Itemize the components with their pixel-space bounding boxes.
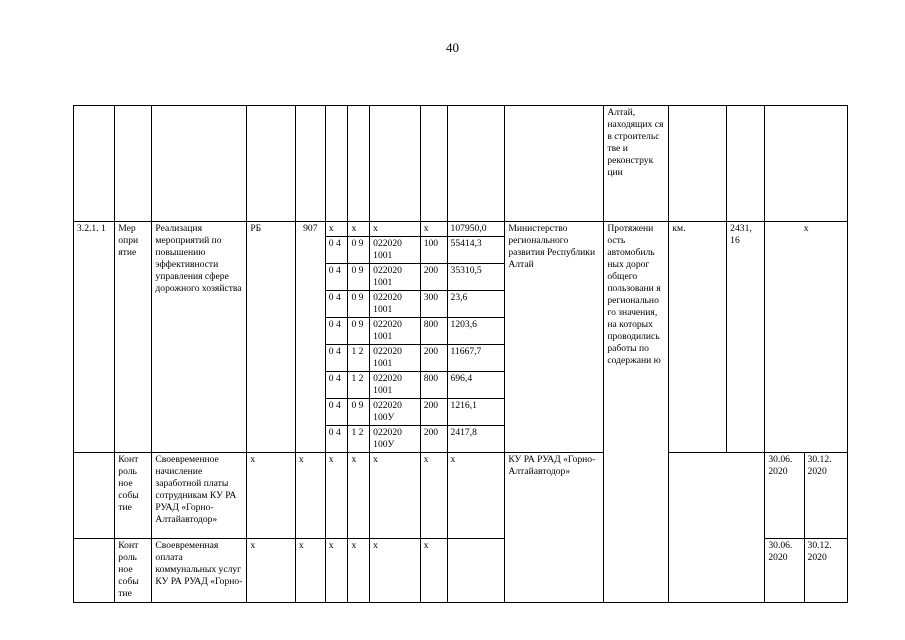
control-event-name: Своевременное начисление заработной платы сотрудникам КУ РА РУАД «Горно-Алтайавтодор» bbox=[152, 453, 247, 539]
code-vr: 800 bbox=[420, 372, 447, 399]
control-event-end: 30.12. 2020 bbox=[804, 453, 847, 539]
control-event-type: Конт роль ное собы тие bbox=[115, 453, 152, 539]
event-value: 2431, 16 bbox=[727, 222, 765, 453]
cell bbox=[727, 106, 765, 222]
cell bbox=[115, 106, 152, 222]
code-amount: 696,4 bbox=[447, 372, 505, 399]
code-amount: 1216,1 bbox=[447, 399, 505, 426]
continuation-row bbox=[74, 106, 848, 222]
event-budget: РБ bbox=[247, 222, 296, 453]
cell bbox=[295, 106, 325, 222]
control-event-amount: х bbox=[447, 453, 505, 539]
event-unit: км. bbox=[669, 222, 727, 453]
control-event-rz: х bbox=[325, 539, 348, 603]
code-pr: 1 2 bbox=[348, 345, 370, 372]
page-number: 40 bbox=[446, 40, 459, 55]
cell bbox=[74, 453, 115, 539]
control-event-name: Своевременная оплата коммунальных услуг КУ РА РУАД «Горно- bbox=[152, 539, 247, 603]
cell bbox=[247, 106, 296, 222]
code-csr: 022020 1001 bbox=[370, 264, 421, 291]
cell bbox=[447, 106, 505, 222]
cell bbox=[74, 106, 115, 222]
event-name: Реализация мероприятий по повышению эффективности управления сфере дорожного хозяйства bbox=[152, 222, 247, 453]
code-csr: 022020 1001 bbox=[370, 318, 421, 345]
cell bbox=[325, 106, 348, 222]
control-event-start: 30.06. 2020 bbox=[765, 539, 804, 603]
cell bbox=[370, 106, 421, 222]
code-vr: х bbox=[420, 222, 447, 237]
control-event-amount bbox=[447, 539, 505, 603]
control-event-rz: х bbox=[325, 453, 348, 539]
code-csr: 022020 1001 bbox=[370, 237, 421, 264]
code-pr: 1 2 bbox=[348, 426, 370, 453]
code-vr: 100 bbox=[420, 237, 447, 264]
event-executor: Министерство регионального развития Республики Алтай bbox=[505, 222, 604, 453]
cell bbox=[348, 106, 370, 222]
event-grbs: 907 bbox=[295, 222, 325, 453]
code-vr: 200 bbox=[420, 426, 447, 453]
code-rz: 0 4 bbox=[325, 237, 348, 264]
control-event-grbs: х bbox=[295, 453, 325, 539]
control-event-end: 30.12. 2020 bbox=[804, 539, 847, 603]
code-pr: х bbox=[348, 222, 370, 237]
code-amount: 1203,6 bbox=[447, 318, 505, 345]
indicator-continuation: Алтай, находящих ся в строительс тве и реконструк ции bbox=[604, 106, 669, 222]
cell bbox=[669, 453, 765, 603]
code-amount: 35310,5 bbox=[447, 264, 505, 291]
code-amount: 23,6 bbox=[447, 291, 505, 318]
code-amount: 55414,3 bbox=[447, 237, 505, 264]
control-event-csr: х bbox=[370, 539, 421, 603]
control-event-budget: х bbox=[247, 539, 296, 603]
code-pr: 0 9 bbox=[348, 318, 370, 345]
control-event-pr: х bbox=[348, 539, 370, 603]
code-pr: 0 9 bbox=[348, 291, 370, 318]
code-vr: 200 bbox=[420, 264, 447, 291]
code-vr: 300 bbox=[420, 291, 447, 318]
code-rz: 0 4 bbox=[325, 345, 348, 372]
code-amount: 107950,0 bbox=[447, 222, 505, 237]
code-rz: х bbox=[325, 222, 348, 237]
event-indicator: Протяжени ость автомобиль ных дорог общего пользовани я регионально го значения, на которых проводились работы по содержани ю bbox=[604, 222, 669, 603]
control-event-csr: х bbox=[370, 453, 421, 539]
code-rz: 0 4 bbox=[325, 318, 348, 345]
code-rz: 0 4 bbox=[325, 264, 348, 291]
event-period: х bbox=[765, 222, 848, 453]
control-event-row bbox=[74, 453, 848, 539]
code-amount: 11667,7 bbox=[447, 345, 505, 372]
control-event-vr: х bbox=[420, 453, 447, 539]
control-event-budget: х bbox=[247, 453, 296, 539]
code-pr: 0 9 bbox=[348, 237, 370, 264]
control-event-type: Конт роль ное собы тие bbox=[115, 539, 152, 603]
code-vr: 200 bbox=[420, 399, 447, 426]
code-pr: 1 2 bbox=[348, 372, 370, 399]
cell bbox=[152, 106, 247, 222]
code-vr: 200 bbox=[420, 345, 447, 372]
code-csr: 022020 1001 bbox=[370, 291, 421, 318]
code-rz: 0 4 bbox=[325, 426, 348, 453]
control-event-executor: КУ РА РУАД «Горно-Алтайавтодор» bbox=[505, 453, 604, 603]
code-pr: 0 9 bbox=[348, 399, 370, 426]
control-event-pr: х bbox=[348, 453, 370, 539]
cell bbox=[74, 539, 115, 603]
code-csr: 022020 1001 bbox=[370, 345, 421, 372]
code-rz: 0 4 bbox=[325, 372, 348, 399]
cell bbox=[765, 106, 848, 222]
control-event-grbs: х bbox=[295, 539, 325, 603]
event-type: Мер опри ятие bbox=[115, 222, 152, 453]
control-event-vr: х bbox=[420, 539, 447, 603]
code-csr: 022020 100У bbox=[370, 426, 421, 453]
code-amount: 2417,8 bbox=[447, 426, 505, 453]
cell bbox=[420, 106, 447, 222]
control-event-start: 30.06. 2020 bbox=[765, 453, 804, 539]
code-pr: 0 9 bbox=[348, 264, 370, 291]
cell bbox=[669, 106, 727, 222]
code-csr: х bbox=[370, 222, 421, 237]
code-rz: 0 4 bbox=[325, 399, 348, 426]
code-vr: 800 bbox=[420, 318, 447, 345]
code-csr: 022020 100У bbox=[370, 399, 421, 426]
cell bbox=[505, 106, 604, 222]
event-number: 3.2.1. 1 bbox=[74, 222, 115, 453]
code-rz: 0 4 bbox=[325, 291, 348, 318]
program-table bbox=[73, 105, 848, 603]
event-code-row bbox=[74, 222, 848, 237]
code-csr: 022020 1001 bbox=[370, 372, 421, 399]
